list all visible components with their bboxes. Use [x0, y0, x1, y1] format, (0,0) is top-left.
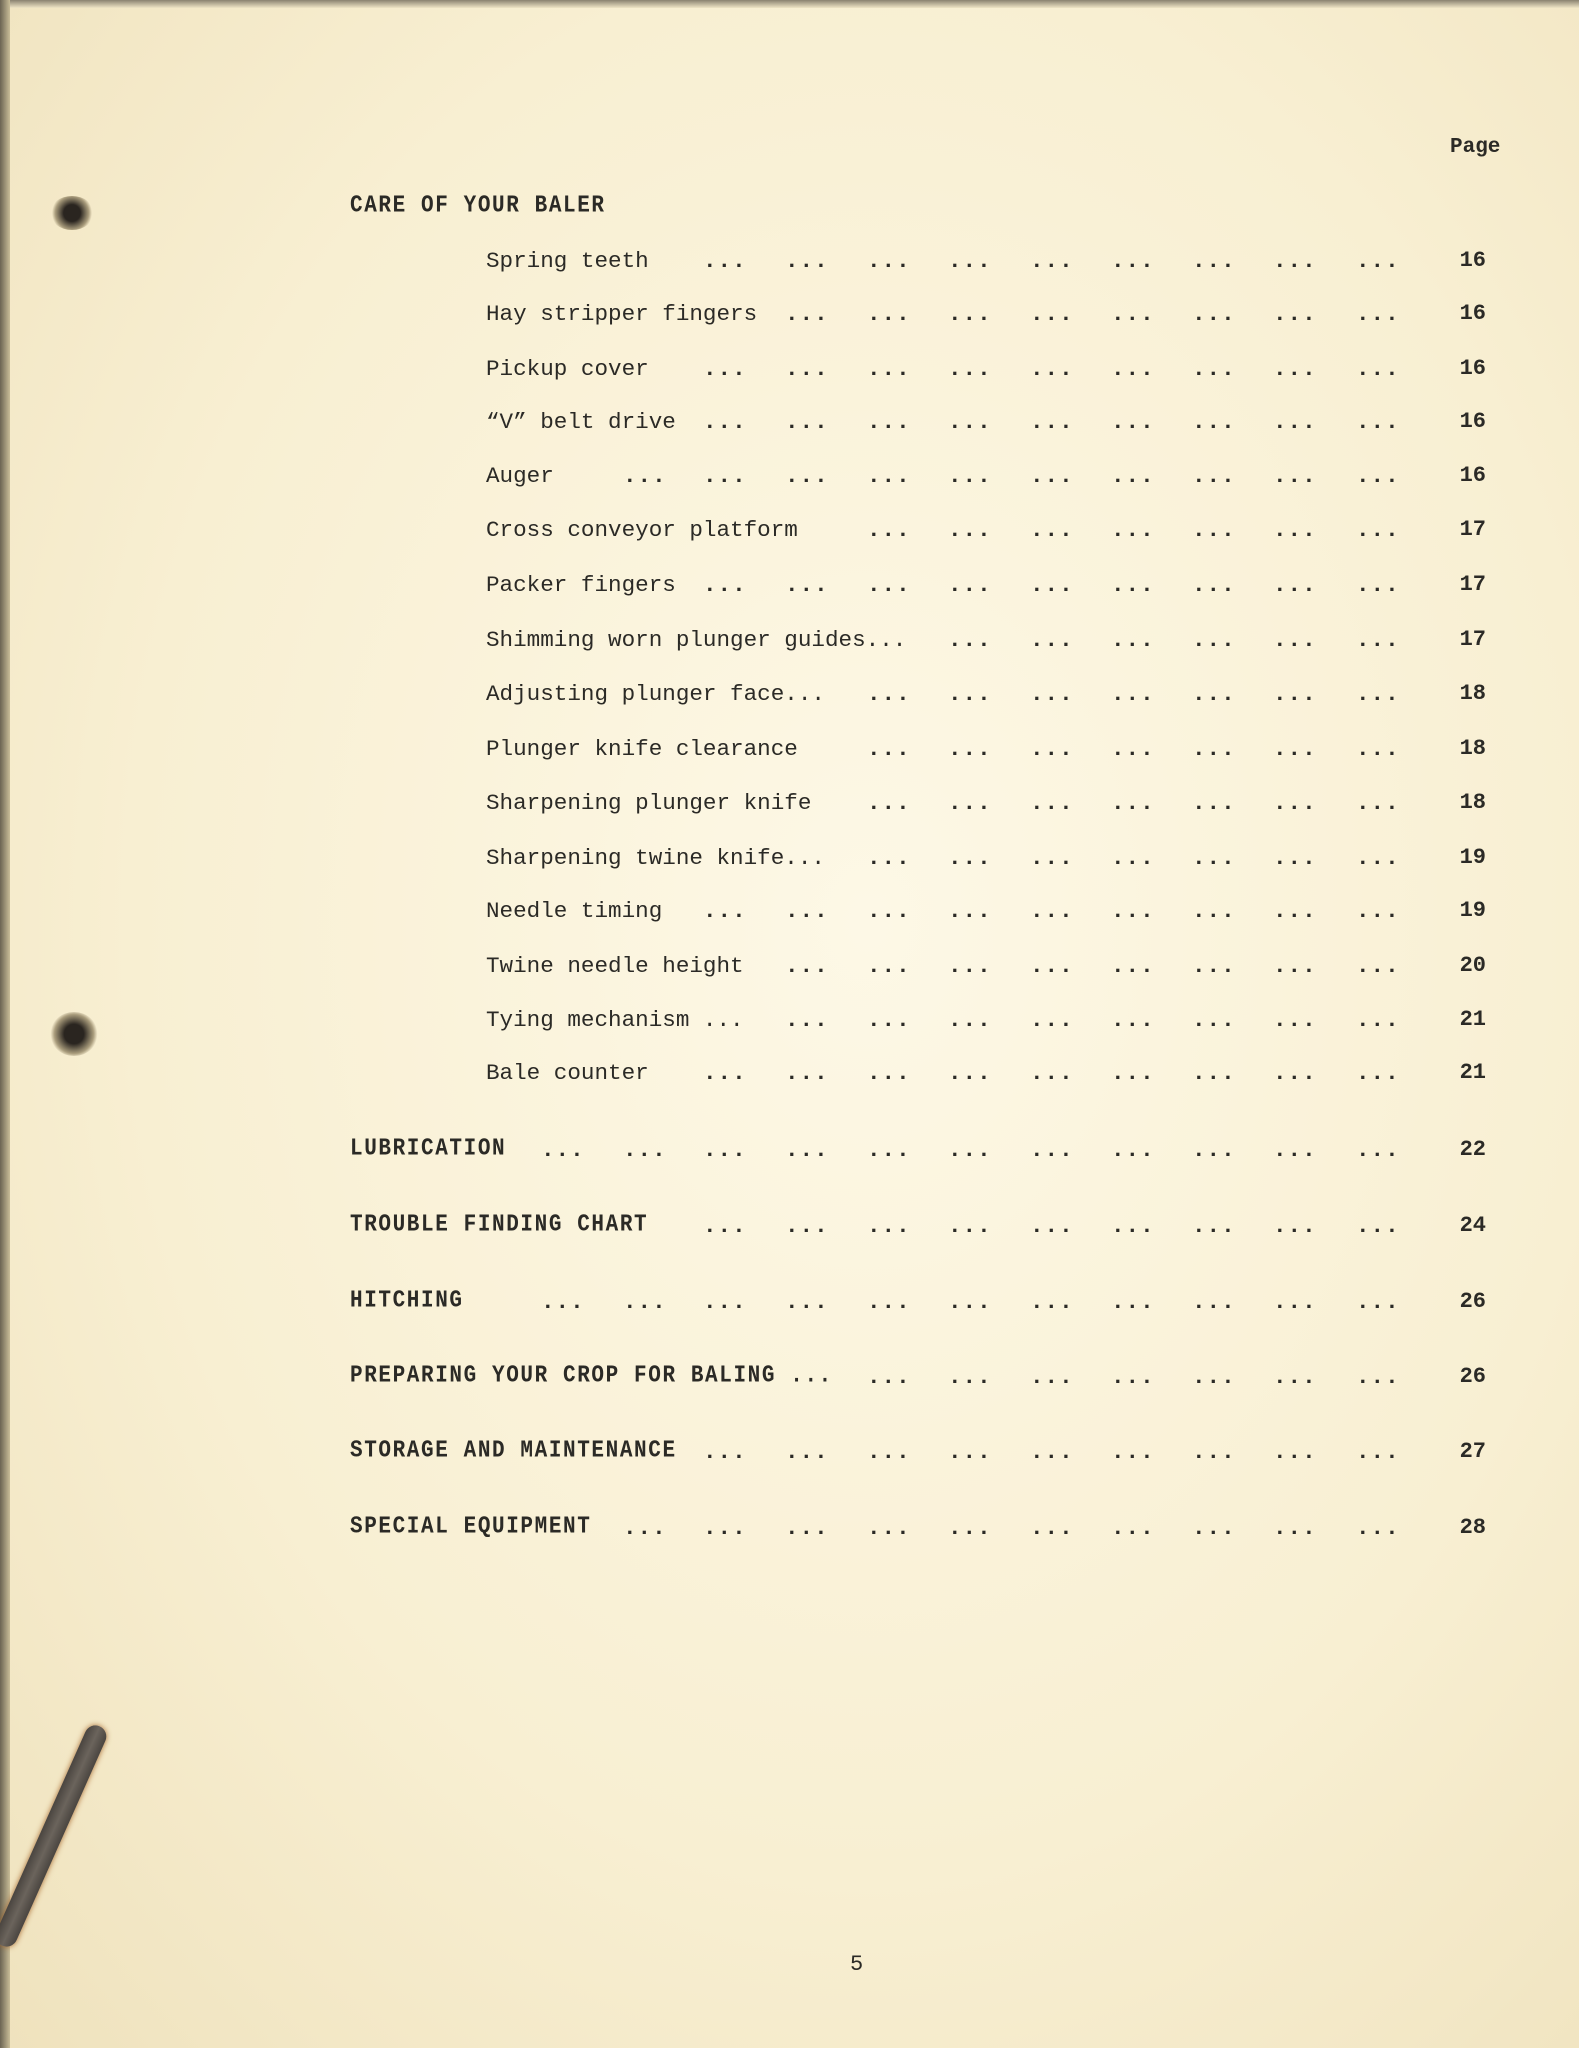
dot-leader: ...: [867, 898, 911, 924]
dot-leader: ...: [1356, 1137, 1400, 1163]
toc-item-row: [0, 299, 1579, 329]
dot-leader: ...: [1356, 953, 1400, 979]
toc-section-row: [0, 192, 1579, 222]
page-number-ref: 16: [1459, 409, 1486, 434]
dot-leader: ...: [785, 953, 829, 979]
dot-leader: ...: [1356, 845, 1400, 871]
dot-leader: ...: [1111, 409, 1155, 435]
toc-section-row: [0, 1513, 1579, 1543]
dot-leader: ...: [1356, 301, 1400, 327]
dot-leader: ...: [785, 1289, 829, 1315]
section-title: STORAGE AND MAINTENANCE: [350, 1438, 677, 1465]
dot-leader: ...: [1111, 1213, 1155, 1239]
dot-leader: ...: [948, 248, 992, 274]
dot-leader: ...: [867, 301, 911, 327]
item-label: Sharpening plunger knife: [486, 790, 812, 816]
dot-leader: ...: [1356, 1007, 1400, 1033]
item-label: Needle timing: [486, 898, 663, 924]
item-label: Adjusting plunger face...: [486, 681, 825, 707]
dot-leader: ...: [785, 1439, 829, 1465]
toc-item-row: [0, 570, 1579, 600]
dot-leader: ...: [1111, 463, 1155, 489]
dot-leader: ...: [785, 409, 829, 435]
dot-leader: ...: [867, 1213, 911, 1239]
toc-item-row: [0, 461, 1579, 491]
toc-item-row: [0, 515, 1579, 545]
toc-section-row: [0, 1287, 1579, 1317]
page-number-ref: 16: [1459, 356, 1486, 381]
paper-edge-top: [0, 0, 1579, 8]
dot-leader: ...: [1111, 1289, 1155, 1315]
dot-leader: ...: [867, 356, 911, 382]
dot-leader: ...: [703, 572, 747, 598]
dot-leader: ...: [1030, 1137, 1074, 1163]
toc-item-row: [0, 407, 1579, 437]
page-number-ref: 19: [1459, 845, 1486, 870]
item-label: Pickup cover: [486, 356, 649, 382]
dot-leader: ...: [948, 301, 992, 327]
dot-leader: ...: [1030, 1213, 1074, 1239]
rusted-fastener: [0, 1722, 110, 1950]
dot-leader: ...: [867, 1007, 911, 1033]
dot-leader: ...: [1192, 1060, 1236, 1086]
item-label: Cross conveyor platform: [486, 517, 798, 543]
dot-leader: ...: [867, 1137, 911, 1163]
dot-leader: ...: [948, 736, 992, 762]
item-label: Packer fingers: [486, 572, 676, 598]
dot-leader: ...: [1192, 681, 1236, 707]
dot-leader: ...: [785, 1515, 829, 1541]
dot-leader: ...: [1356, 790, 1400, 816]
dot-leader: ...: [948, 1007, 992, 1033]
dot-leader: ...: [1356, 1364, 1400, 1390]
dot-leader: ...: [1356, 736, 1400, 762]
dot-leader: ...: [1192, 356, 1236, 382]
item-label: Shimming worn plunger guides...: [486, 627, 907, 653]
dot-leader: ...: [1030, 409, 1074, 435]
dot-leader: ...: [1111, 301, 1155, 327]
dot-leader: ...: [867, 681, 911, 707]
dot-leader: ...: [1030, 681, 1074, 707]
dot-leader: ...: [1356, 1213, 1400, 1239]
toc-item-row: [0, 1005, 1579, 1035]
page-column-header: Page: [1450, 136, 1501, 159]
dot-leader: ...: [1273, 845, 1317, 871]
section-title: TROUBLE FINDING CHART: [350, 1212, 649, 1239]
dot-leader: ...: [703, 1213, 747, 1239]
page-number-ref: 17: [1459, 572, 1486, 597]
toc-item-row: [0, 1058, 1579, 1088]
dot-leader: ...: [1273, 681, 1317, 707]
page-number-ref: 26: [1459, 1364, 1486, 1389]
dot-leader: ...: [1030, 1289, 1074, 1315]
dot-leader: ...: [703, 356, 747, 382]
dot-leader: ...: [948, 1439, 992, 1465]
dot-leader: ...: [1111, 953, 1155, 979]
dot-leader: ...: [948, 409, 992, 435]
dot-leader: ...: [1030, 1060, 1074, 1086]
dot-leader: ...: [623, 1515, 667, 1541]
page-number-ref: 27: [1459, 1439, 1486, 1464]
dot-leader: ...: [1273, 898, 1317, 924]
item-label: Hay stripper fingers: [486, 301, 758, 327]
page-number-ref: 18: [1459, 736, 1486, 761]
dot-leader: ...: [1192, 1137, 1236, 1163]
dot-leader: ...: [785, 1007, 829, 1033]
dot-leader: ...: [867, 572, 911, 598]
dot-leader: ...: [703, 1137, 747, 1163]
dot-leader: ...: [1273, 409, 1317, 435]
dot-leader: ...: [1356, 409, 1400, 435]
dot-leader: ...: [703, 409, 747, 435]
page-number-ref: 20: [1459, 953, 1486, 978]
toc-item-row: [0, 679, 1579, 709]
dot-leader: ...: [703, 1439, 747, 1465]
dot-leader: ...: [948, 1364, 992, 1390]
dot-leader: ...: [1111, 1439, 1155, 1465]
dot-leader: ...: [948, 1213, 992, 1239]
dot-leader: ...: [948, 1515, 992, 1541]
dot-leader: ...: [1273, 627, 1317, 653]
dot-leader: ...: [1273, 1137, 1317, 1163]
dot-leader: ...: [1111, 1515, 1155, 1541]
dot-leader: ...: [1273, 1289, 1317, 1315]
dot-leader: ...: [1111, 1060, 1155, 1086]
dot-leader: ...: [1273, 517, 1317, 543]
dot-leader: ...: [1111, 627, 1155, 653]
dot-leader: ...: [623, 1289, 667, 1315]
dot-leader: ...: [1030, 627, 1074, 653]
dot-leader: ...: [867, 736, 911, 762]
dot-leader: ...: [1273, 790, 1317, 816]
page-number-ref: 18: [1459, 790, 1486, 815]
toc-item-row: [0, 246, 1579, 276]
dot-leader: ...: [1111, 1364, 1155, 1390]
dot-leader: ...: [1356, 572, 1400, 598]
page-number-ref: 16: [1459, 248, 1486, 273]
dot-leader: ...: [1273, 1439, 1317, 1465]
dot-leader: ...: [948, 356, 992, 382]
dot-leader: ...: [948, 1289, 992, 1315]
dot-leader: ...: [1030, 463, 1074, 489]
dot-leader: ...: [867, 409, 911, 435]
dot-leader: ...: [948, 572, 992, 598]
section-title: LUBRICATION: [350, 1136, 507, 1163]
dot-leader: ...: [948, 845, 992, 871]
dot-leader: ...: [1111, 356, 1155, 382]
dot-leader: ...: [867, 1515, 911, 1541]
dot-leader: ...: [1273, 1515, 1317, 1541]
item-label: Twine needle height: [486, 953, 744, 979]
dot-leader: ...: [785, 898, 829, 924]
page-number: 5: [850, 1952, 864, 1977]
dot-leader: ...: [867, 953, 911, 979]
dot-leader: ...: [867, 845, 911, 871]
dot-leader: ...: [1030, 572, 1074, 598]
dot-leader: ...: [1030, 845, 1074, 871]
dot-leader: ...: [1030, 248, 1074, 274]
dot-leader: ...: [785, 463, 829, 489]
section-title: HITCHING: [350, 1288, 464, 1315]
page-number-ref: 21: [1459, 1007, 1486, 1032]
page-number-ref: 26: [1459, 1289, 1486, 1314]
dot-leader: ...: [1111, 248, 1155, 274]
dot-leader: ...: [1030, 356, 1074, 382]
dot-leader: ...: [1192, 1364, 1236, 1390]
page-number-ref: 24: [1459, 1213, 1486, 1238]
dot-leader: ...: [1192, 736, 1236, 762]
item-label: Bale counter: [486, 1060, 649, 1086]
dot-leader: ...: [1273, 248, 1317, 274]
toc-item-row: [0, 625, 1579, 655]
dot-leader: ...: [1030, 1007, 1074, 1033]
dot-leader: ...: [541, 1289, 585, 1315]
toc-section-row: [0, 1135, 1579, 1165]
section-title: CARE OF YOUR BALER: [350, 193, 606, 220]
dot-leader: ...: [1273, 463, 1317, 489]
dot-leader: ...: [1192, 1289, 1236, 1315]
toc-item-row: [0, 951, 1579, 981]
dot-leader: ...: [1273, 1007, 1317, 1033]
page-number-ref: 22: [1459, 1137, 1486, 1162]
dot-leader: ...: [867, 463, 911, 489]
dot-leader: ...: [623, 463, 667, 489]
dot-leader: ...: [1192, 790, 1236, 816]
dot-leader: ...: [1273, 356, 1317, 382]
toc-item-row: [0, 843, 1579, 873]
dot-leader: ...: [1192, 845, 1236, 871]
dot-leader: ...: [1273, 572, 1317, 598]
dot-leader: ...: [1111, 517, 1155, 543]
toc-item-row: [0, 788, 1579, 818]
dot-leader: ...: [1192, 409, 1236, 435]
toc-item-row: [0, 896, 1579, 926]
dot-leader: ...: [785, 1137, 829, 1163]
dot-leader: ...: [1356, 898, 1400, 924]
toc-section-row: [0, 1211, 1579, 1241]
dot-leader: ...: [1273, 1060, 1317, 1086]
dot-leader: ...: [703, 1060, 747, 1086]
page-number-ref: 16: [1459, 463, 1486, 488]
page-number-ref: 19: [1459, 898, 1486, 923]
item-label: Tying mechanism ...: [486, 1007, 744, 1033]
toc-item-row: [0, 734, 1579, 764]
dot-leader: ...: [1030, 301, 1074, 327]
dot-leader: ...: [703, 898, 747, 924]
dot-leader: ...: [867, 517, 911, 543]
dot-leader: ...: [1356, 1289, 1400, 1315]
page-number-ref: 17: [1459, 627, 1486, 652]
page-number-ref: 21: [1459, 1060, 1486, 1085]
dot-leader: ...: [1192, 301, 1236, 327]
dot-leader: ...: [1192, 572, 1236, 598]
dot-leader: ...: [948, 898, 992, 924]
dot-leader: ...: [1356, 356, 1400, 382]
dot-leader: ...: [1273, 1213, 1317, 1239]
dot-leader: ...: [1111, 572, 1155, 598]
dot-leader: ...: [867, 1364, 911, 1390]
item-label: Sharpening twine knife...: [486, 845, 825, 871]
item-label: Plunger knife clearance: [486, 736, 798, 762]
dot-leader: ...: [703, 248, 747, 274]
dot-leader: ...: [867, 1289, 911, 1315]
dot-leader: ...: [1030, 790, 1074, 816]
dot-leader: ...: [1111, 736, 1155, 762]
dot-leader: ...: [948, 790, 992, 816]
dot-leader: ...: [703, 1515, 747, 1541]
dot-leader: ...: [1192, 517, 1236, 543]
dot-leader: ...: [541, 1137, 585, 1163]
dot-leader: ...: [1111, 845, 1155, 871]
dot-leader: ...: [1111, 681, 1155, 707]
dot-leader: ...: [1192, 248, 1236, 274]
dot-leader: ...: [785, 1213, 829, 1239]
page-number-ref: 16: [1459, 301, 1486, 326]
dot-leader: ...: [703, 1289, 747, 1315]
dot-leader: ...: [1111, 790, 1155, 816]
dot-leader: ...: [703, 463, 747, 489]
dot-leader: ...: [948, 517, 992, 543]
section-title: PREPARING YOUR CROP FOR BALING ...: [350, 1363, 833, 1390]
dot-leader: ...: [1030, 517, 1074, 543]
dot-leader: ...: [1273, 301, 1317, 327]
dot-leader: ...: [1030, 953, 1074, 979]
toc-section-row: [0, 1362, 1579, 1392]
dot-leader: ...: [785, 248, 829, 274]
dot-leader: ...: [1356, 681, 1400, 707]
dot-leader: ...: [1192, 898, 1236, 924]
dot-leader: ...: [1356, 1060, 1400, 1086]
dot-leader: ...: [1030, 1515, 1074, 1541]
dot-leader: ...: [1192, 953, 1236, 979]
dot-leader: ...: [1273, 736, 1317, 762]
dot-leader: ...: [1111, 898, 1155, 924]
dot-leader: ...: [1192, 1515, 1236, 1541]
dot-leader: ...: [1192, 1439, 1236, 1465]
dot-leader: ...: [867, 248, 911, 274]
dot-leader: ...: [785, 1060, 829, 1086]
dot-leader: ...: [948, 463, 992, 489]
dot-leader: ...: [867, 1060, 911, 1086]
item-label: Auger: [486, 463, 554, 489]
dot-leader: ...: [948, 627, 992, 653]
dot-leader: ...: [948, 681, 992, 707]
dot-leader: ...: [1192, 1213, 1236, 1239]
dot-leader: ...: [1356, 1439, 1400, 1465]
page-number-ref: 28: [1459, 1515, 1486, 1540]
dot-leader: ...: [1273, 1364, 1317, 1390]
toc-section-row: [0, 1437, 1579, 1467]
dot-leader: ...: [948, 1137, 992, 1163]
section-title: SPECIAL EQUIPMENT: [350, 1514, 592, 1541]
dot-leader: ...: [1356, 463, 1400, 489]
dot-leader: ...: [785, 301, 829, 327]
dot-leader: ...: [785, 572, 829, 598]
dot-leader: ...: [1192, 627, 1236, 653]
dot-leader: ...: [1356, 627, 1400, 653]
item-label: “V” belt drive: [486, 409, 676, 435]
dot-leader: ...: [1192, 1007, 1236, 1033]
dot-leader: ...: [1192, 463, 1236, 489]
item-label: Spring teeth: [486, 248, 649, 274]
dot-leader: ...: [1273, 953, 1317, 979]
toc-item-row: [0, 354, 1579, 384]
page-number-ref: 17: [1459, 517, 1486, 542]
dot-leader: ...: [623, 1137, 667, 1163]
dot-leader: ...: [1356, 1515, 1400, 1541]
dot-leader: ...: [1030, 1439, 1074, 1465]
dot-leader: ...: [1356, 517, 1400, 543]
dot-leader: ...: [948, 1060, 992, 1086]
dot-leader: ...: [1030, 1364, 1074, 1390]
dot-leader: ...: [1111, 1007, 1155, 1033]
dot-leader: ...: [1030, 736, 1074, 762]
dot-leader: ...: [1030, 898, 1074, 924]
dot-leader: ...: [867, 1439, 911, 1465]
dot-leader: ...: [785, 356, 829, 382]
dot-leader: ...: [867, 790, 911, 816]
page-number-ref: 18: [1459, 681, 1486, 706]
dot-leader: ...: [948, 953, 992, 979]
dot-leader: ...: [1356, 248, 1400, 274]
dot-leader: ...: [1111, 1137, 1155, 1163]
